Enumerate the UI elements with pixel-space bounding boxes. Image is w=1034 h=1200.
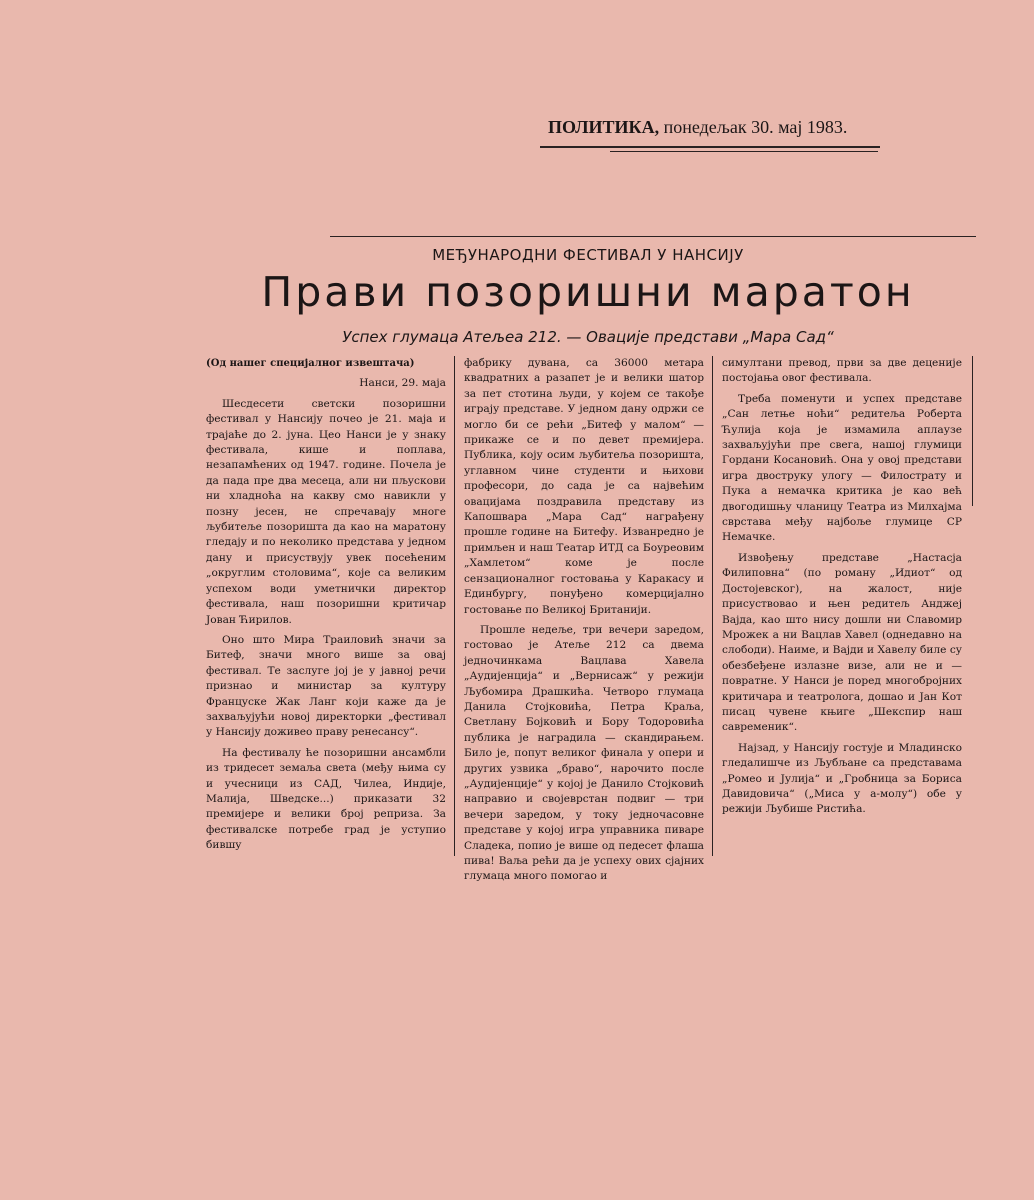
article-paragraph: симултани превод, први за две деценије постојања овог фестивала. [722, 357, 962, 385]
article [200, 232, 976, 883]
masthead [548, 117, 847, 138]
article-byline: (Од нашег специјалног извештача) [206, 358, 415, 369]
article-subhead: Успех глумаца Атељеа 212. — Овације представи „Мара Сад“ [342, 328, 834, 346]
article-paragraph: Прошле недеље, три вечери заредом, гостовао је Атеље 212 са двема једночинкама Вацлава Хавела „Аудијенција“ и „Вернисаж“ у режији Љубомира Драшкића. Четворо глумаца Данила Стојковића, Петра Краља, Светлану Бојковић и Бору Тодоровића публика је наградила — скандирањем. Било је, попут великог финала у опери и других узвика „браво“, нарочито после „Аудијенције“ у којој је Данило Стојковић направио и својеврстан подвиг — три вечери заредом, у току једночасовне представе у којој игра управника пиваре Сладека, попио је више од педесет флаша пива! Ваља рећи да је успеху ових сјајних глумаца много помогао и [464, 623, 704, 883]
article-body [206, 356, 974, 883]
masthead-paper-name: ПОЛИТИКА, [548, 117, 660, 137]
article-paragraph: Оно што Мира Траиловић значи за Битеф, значи много више за овај фестивал. Те заслуге јој је у јавној речи признао и министар за културу Француске Жак Ланг који каже да је захваљујући новој директорки „фестивал у Нансију доживео праву ренесансу“. [206, 633, 446, 739]
article-column-2 [464, 356, 704, 883]
article-headline: Прави позоришни маратон [261, 268, 915, 316]
masthead-date: понедељак 30. мај 1983. [663, 117, 848, 137]
article-paragraph: Шесдесети светски позоришни фестивал у Нансију почео је 21. маја и трајаће до 2. јуна. Цео Нанси је у знаку фестивала, кише и поплава, незапамћених од 1947. године. Почела је да пада пре два месеца, али ни пљускови ни хладноћа на какву смо навикли у позну јесен, не спречавају многе љубитеље позоришта да као на маратону гледају и по неколико представа у једном дану и присуствују увек посећеним „округлим столовима“, које са великим успехом води уметнички директор фестивала, наш позоришни критичар Јован Ћирилов. [206, 397, 446, 626]
article-top-rule [330, 236, 976, 237]
column-divider [454, 356, 455, 856]
article-paragraph: Најзад, у Нансију гостује и Младинско гледалишче из Љубљане са представама „Ромео и Јулија“ и „Гробница за Бориса Давидовича“ („Миса у а-молу“) обе у режији Љубише Ристића. [722, 741, 962, 816]
article-paragraph: фабрику дувана, са 36000 метара квадратних а разапет је и велики шатор за пет стотина људи, у којем се такође играју представе. У једном дану одржи се могло би се рећи „Битеф у малом“ — прикаже се и по девет премијера. Публика, коју осим љубитеља позоришта, углавном чине студенти и њихови професори, до сада је са највећим овацијама поздравила представу из Капошвара „Мара Сад“ награђену прошле године на Битефу. Изванредно је примљен и наш Театар ИТД са Боуреовим „Хамлетом“ коме је после сензационалног гостовања у Каракасу и Единбургу, понуђено комерцијално гостовање по Великој Британији. [464, 357, 704, 616]
column-divider [972, 356, 973, 506]
masthead-rule-secondary [610, 151, 878, 152]
article-paragraph: Треба поменути и успех представе „Сан летње ноћи“ редитеља Роберта Ћулија која је измамила аплаузе захваљујући пре свега, нашој глумици Гордани Косановић. Она у овој представи игра двоструку улогу — Филострату и Пука а немачка критика је као већ двогодишњу чланицу Театра из Милхајма сврстава међу најбоље глумице СР Немачке. [722, 392, 962, 544]
article-column-1 [206, 356, 446, 866]
article-dateline: Нанси, 29. маја [359, 377, 446, 390]
article-paragraph: На фестивалу ће позоришни ансамбли из тридесет земаља света (међу њима су и учесници из САД, Чилеа, Индије, Малија, Шведске...) приказати 32 премијере и велики број реприза. За фестивалске потребе град је уступио бившу [206, 746, 446, 852]
article-paragraph: Извођењу представе „Настасја Филиповна“ (по роману „Идиот“ од Достојевског), на жалост, није присуствовао и њен редитељ Анджеј Вајда, као што нису дошли ни Славомир Мрожек а ни Вацлав Хавел (однедавно на слободи). Наиме, и Вајди и Хавелу биле су обезбеђене излазне визе, али не и — повратне. У Нанси је поред многобројних критичара и театролога, дошао и Јан Кот писац чувене књиге „Шекспир наш савременик“. [722, 551, 962, 734]
masthead-rule [540, 146, 880, 148]
article-kicker: МЕЂУНАРОДНИ ФЕСТИВАЛ У НАНСИЈУ [432, 246, 744, 264]
column-divider [712, 356, 713, 856]
article-column-3 [722, 356, 962, 866]
